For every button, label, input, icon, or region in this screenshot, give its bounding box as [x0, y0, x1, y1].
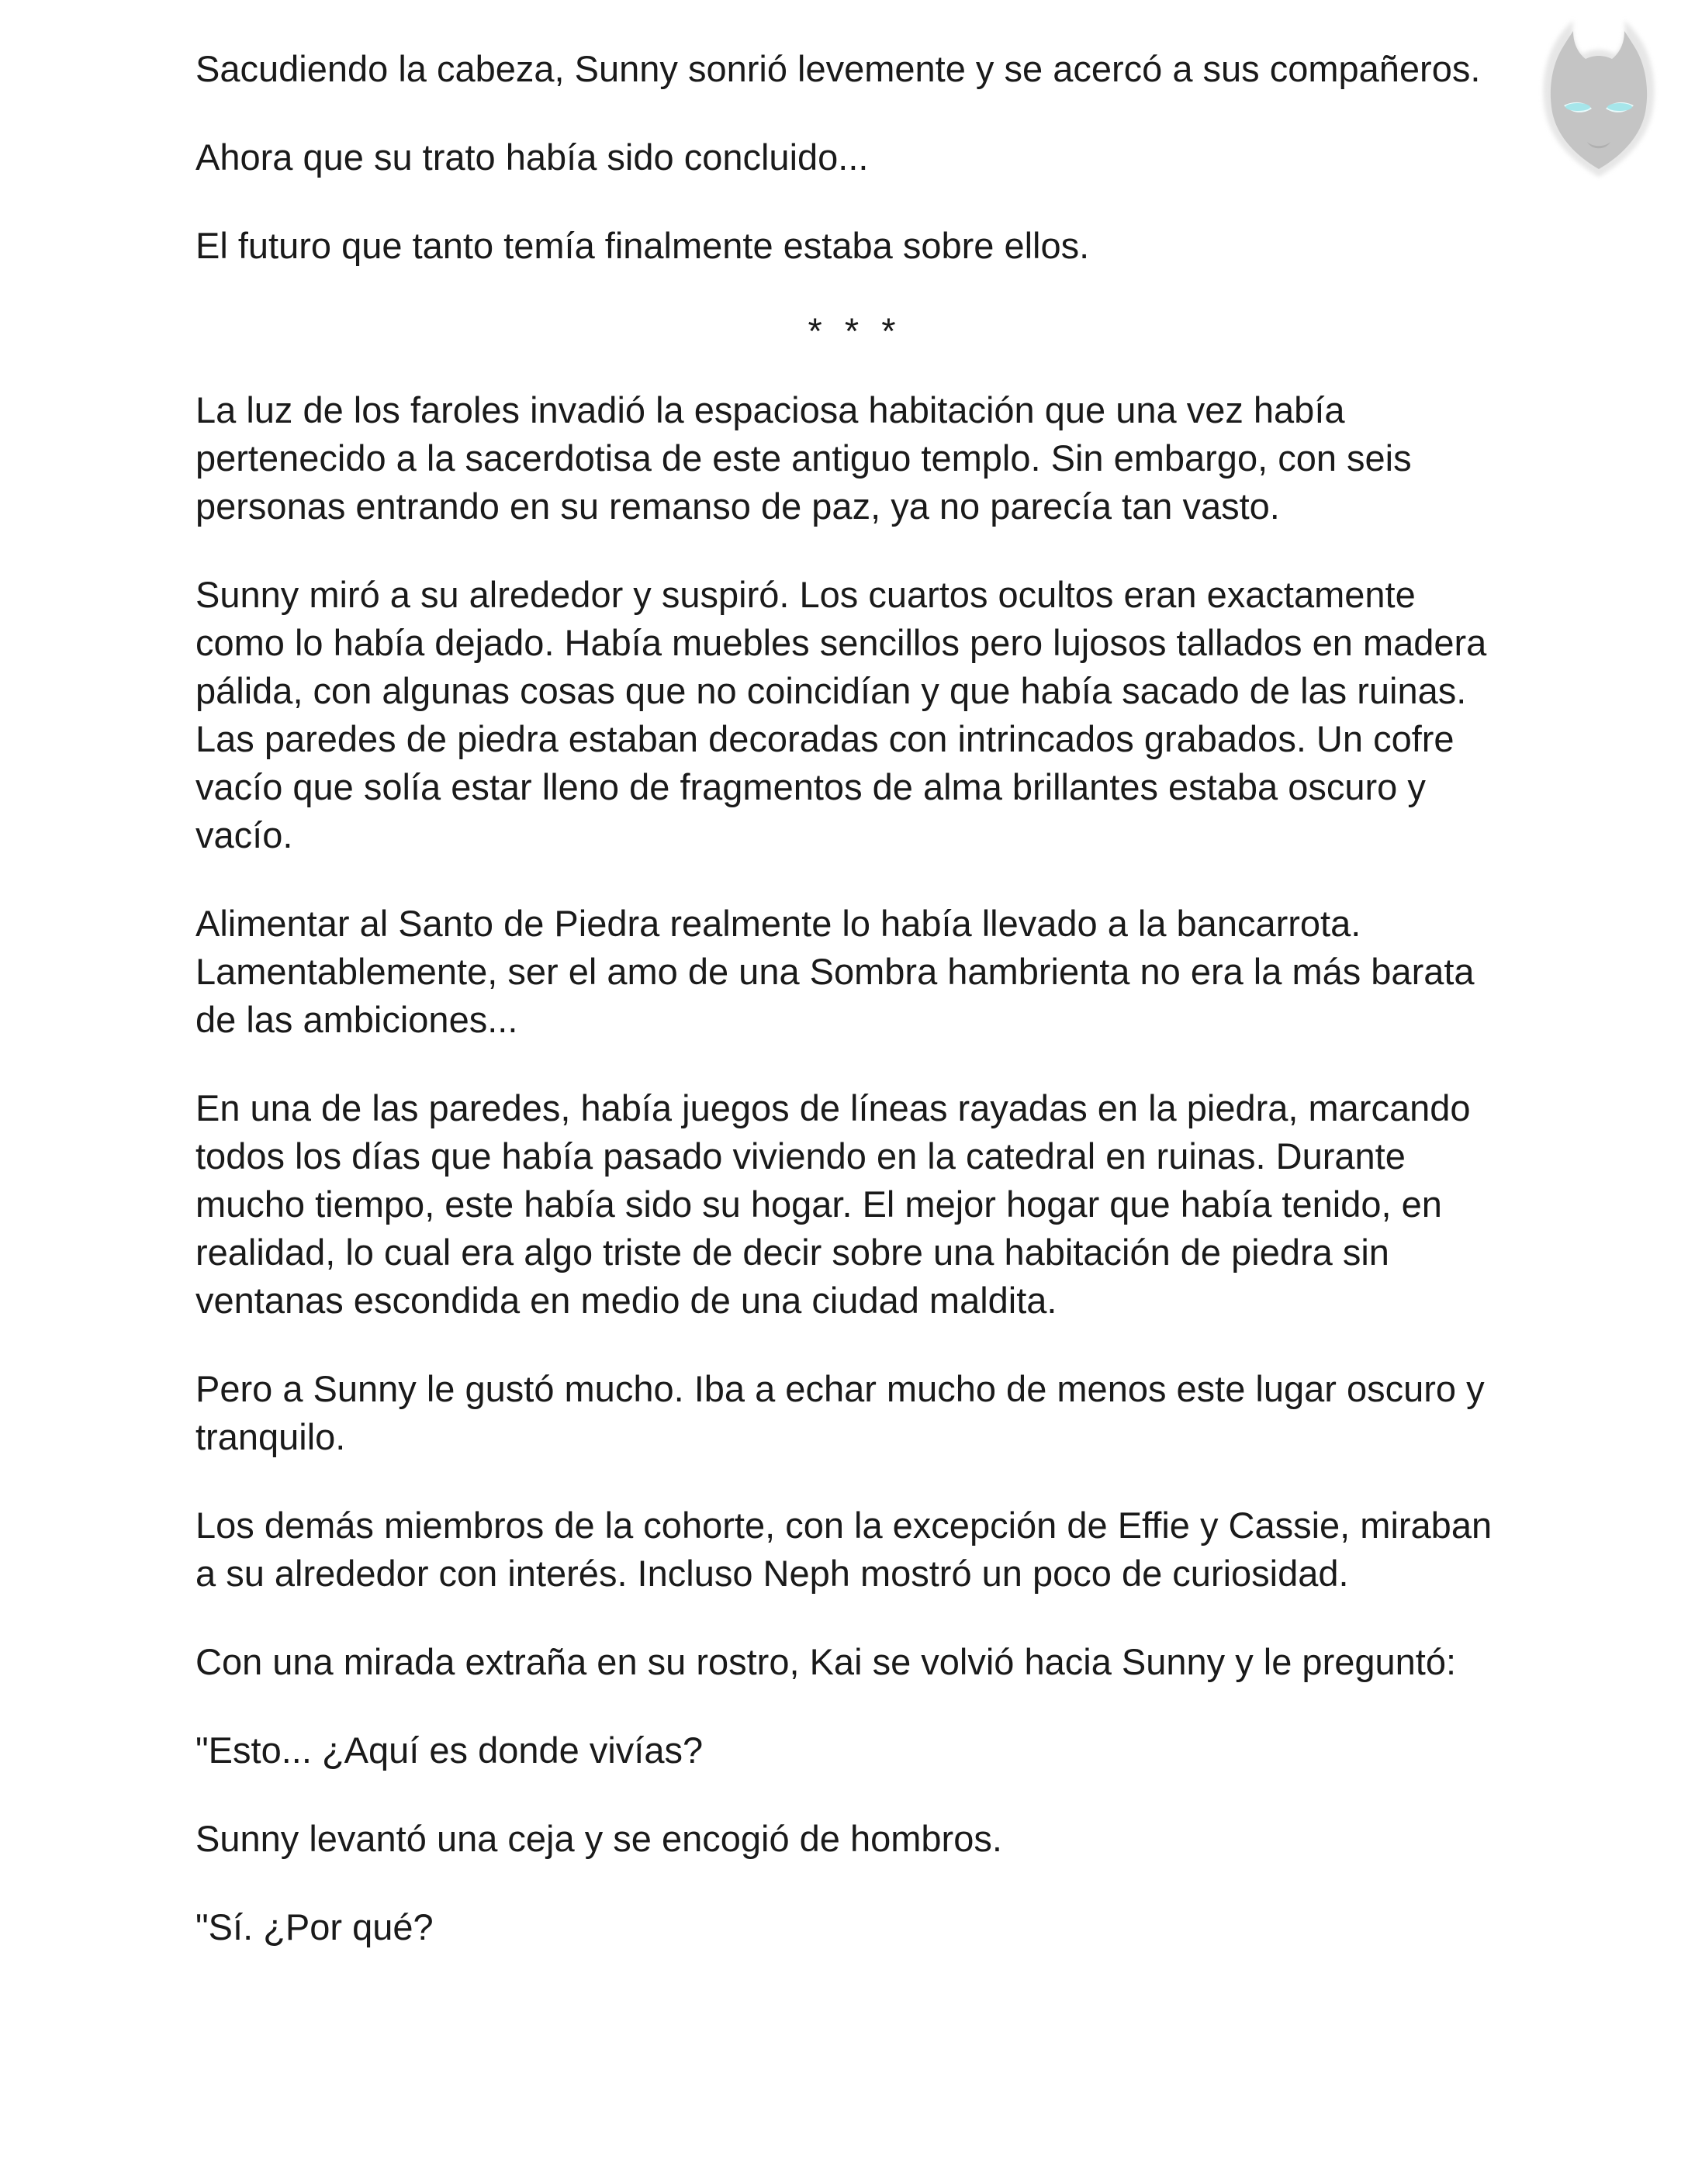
- paragraph: Sacudiendo la cabeza, Sunny sonrió levemente y se acercó a sus compañeros.: [195, 48, 1481, 89]
- scene-separator: * * *: [808, 310, 902, 351]
- paragraph: Los demás miembros de la cohorte, con la excepción de Effie y Cassie, miraban a su alrededor con interés. Incluso Neph mostró un poco de curiosidad.: [195, 1505, 1493, 1594]
- paragraph: Sunny miró a su alrededor y suspiró. Los cuartos ocultos eran exactamente como lo había dejado. Había muebles sencillos pero lujosos tallados en madera pálida, con algunas cosas que no coincidían y que había sacado de las ruinas. Las paredes de piedra estaban decoradas con intrincados grabados. Un cofre vacío que solía estar lleno de fragmentos de alma brillantes estaba oscuro y vacío.: [195, 574, 1487, 855]
- paragraph: El futuro que tanto temía finalmente estaba sobre ellos.: [195, 225, 1090, 266]
- dialogue-line: "Esto... ¿Aquí es donde vivías?: [195, 1730, 704, 1771]
- dialogue-line: "Sí. ¿Por qué?: [195, 1906, 434, 1947]
- paragraph: Pero a Sunny le gustó mucho. Iba a echar mucho de menos este lugar oscuro y tranquilo.: [195, 1368, 1485, 1457]
- paragraph: Con una mirada extraña en su rostro, Kai se volvió hacia Sunny y le preguntó:: [195, 1641, 1457, 1682]
- paragraph: Alimentar al Santo de Piedra realmente lo había llevado a la bancarrota. Lamentablemente, ser el amo de una Sombra hambrienta no era la más barata de las ambiciones...: [195, 903, 1475, 1040]
- horned-demon-head-watermark-icon: [1525, 14, 1672, 185]
- paragraph: Ahora que su trato había sido concluido...: [195, 136, 869, 178]
- paragraph: Sunny levantó una ceja y se encogió de hombros.: [195, 1818, 1002, 1859]
- document-body: [195, 45, 1514, 1992]
- paragraph: En una de las paredes, había juegos de líneas rayadas en la piedra, marcando todos los días que había pasado viviendo en la catedral en ruinas. Durante mucho tiempo, este había sido su hogar. El mejor hogar que había tenido, en realidad, lo cual era algo triste de decir sobre una habitación de piedra sin ventanas escondida en medio de una ciudad maldita.: [195, 1087, 1471, 1321]
- paragraph: La luz de los faroles invadió la espaciosa habitación que una vez había pertenecido a la sacerdotisa de este antiguo templo. Sin embargo, con seis personas entrando en su remanso de paz, ya no parecía tan vasto.: [195, 389, 1412, 527]
